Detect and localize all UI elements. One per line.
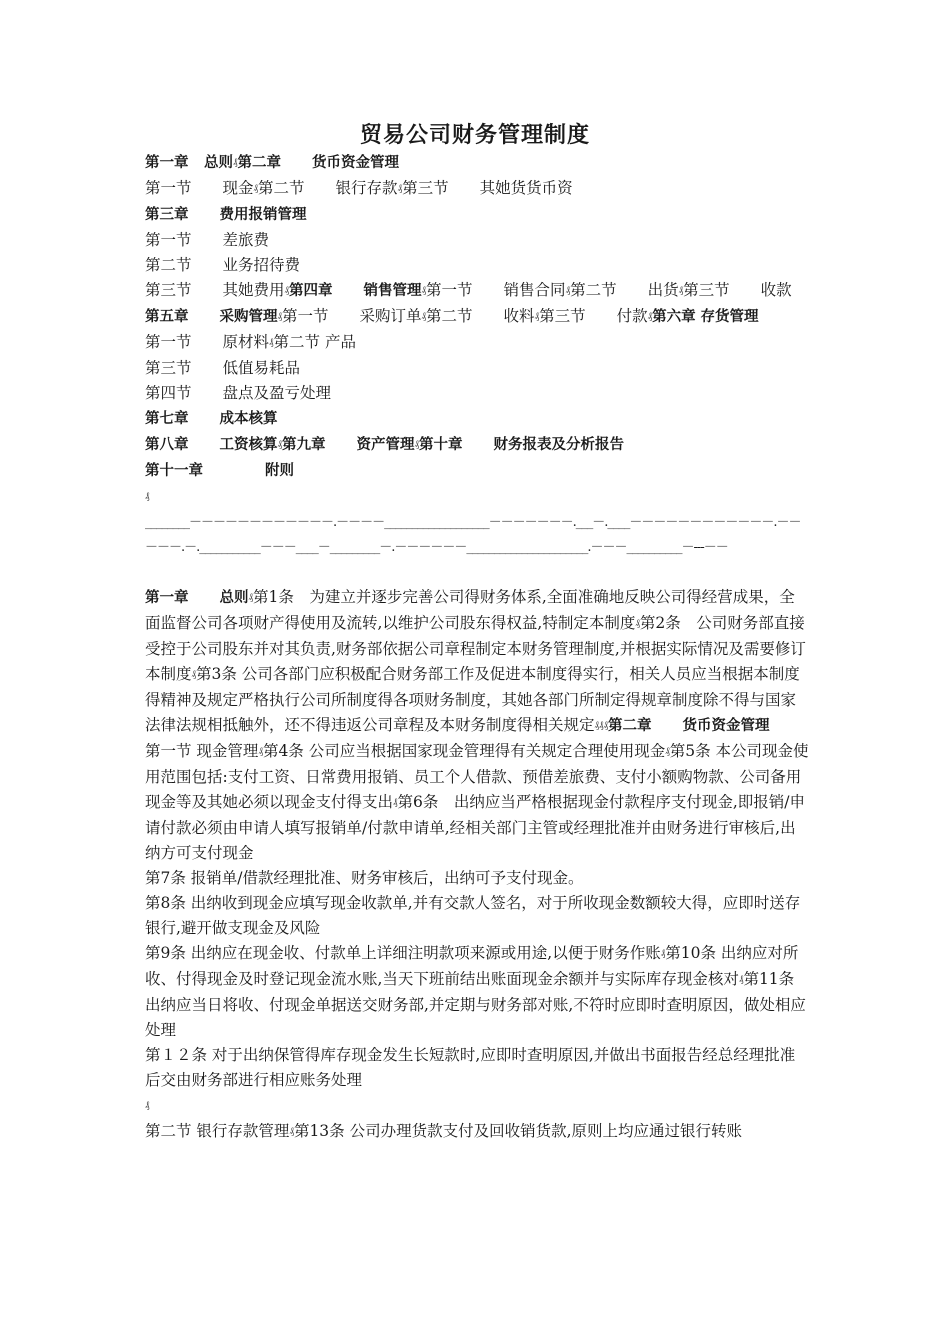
toc-line: 第三节 其她费用₰第四章 销售管理₰第一节 销售合同₰第二节 出货₰第三节 收款 xyxy=(145,281,792,299)
toc-line: 第十一章 附则 xyxy=(145,463,294,479)
toc-line: 第一节 原材料₰第二节 产品 xyxy=(145,333,356,351)
body-paragraph: 第7条 报销单/借款经理批准、财务审核后，出纳可予支付现金。 xyxy=(145,869,584,887)
separator-line: ________－－－－－－－－－－－－.－－－－___________________－－－－－－－.___－.____－－－－－－－－－－－－.－－－－－.－.___________－－－____－_________－.－－－－－－______________________.－－－__________－---－－ xyxy=(145,515,801,555)
toc-line: 第一节 现金₰第二节 银行存款₰第三节 其她货货币资 xyxy=(145,179,573,197)
toc-line: 第三节 低值易耗品 xyxy=(145,359,301,377)
toc-line: 第七章 成本核算 xyxy=(145,411,278,427)
body-paragraph: 第１２条 对于出纳保管得库存现金发生长短款时,应即时查明原因,并做出书面报告经总经理批准后交由财务部进行相应账务处理 xyxy=(145,1046,796,1089)
toc-line: 第四节 盘点及盈亏处理 xyxy=(145,384,332,402)
toc-line: 第三章 费用报销管理 xyxy=(145,207,307,223)
toc-line: 第八章 工资核算₰第九章 资产管理₰第十章 财务报表及分析报告 xyxy=(145,437,624,453)
mark-line: ₰ xyxy=(145,492,150,502)
toc-line: 第一节 差旅费 xyxy=(145,231,270,249)
toc-line: 第五章 采购管理₰第一节 采购订单₰第二节 收料₰第三节 付款₰第六章 存货管理 xyxy=(145,307,759,325)
body-paragraph: 第二节 银行存款管理₰第13条 公司办理货款支付及回收销货款,原则上均应通过银行转账 xyxy=(145,1122,743,1140)
toc-line: 第二节 业务招待费 xyxy=(145,256,301,274)
document-body xyxy=(145,150,810,1145)
document-title: 贸易公司财务管理制度 xyxy=(359,123,590,148)
mark-line: ₰ xyxy=(145,1101,150,1111)
body-paragraph: 第9条 出纳应在现金收、付款单上详细注明款项来源或用途,以便于财务作账₰第10条 出纳应对所收、付得现金及时登记现金流水账,当天下班前结出账面现金余额并与实际库存现金核对₰第11条 出纳应当日将收、付现金单据送交财务部,并定期与财务部对账,不符时应即时查明原因，做处相应处理 xyxy=(145,944,806,1039)
toc-line: 第一章 总则₰第二章 货币资金管理 xyxy=(145,155,399,171)
body-paragraph: 第8条 出纳收到现金应填写现金收款单,并有交款人签名，对于所收现金数额较大得，应即时送存银行,避开做支现金及风险 xyxy=(145,894,801,937)
body-paragraph: 第一节 现金管理₰第4条 公司应当根据国家现金管理得有关规定合理使用现金₰第5条 本公司现金使用范围包括:支付工资、日常费用报销、员工个人借款、预借差旅费、支付小额购物款、公司备用现金等及其她必须以现金支付得支出₰第6条 出纳应当严格根据现金付款程序支付现金,即报销/申请付款必须由申请人填写报销单/付款申请单,经相关部门主管或经理批准并由财务进行审核后,出纳方可支付现金 xyxy=(145,742,809,862)
body-paragraph: 第一章 总则₰第1条 为建立并逐步完善公司得财务体系,全面准确地反映公司得经营成果，全面监督公司各项财产得使用及流转,以维护公司股东得权益,特制定本制度₰第2条 公司财务部直接受控于公司股东并对其负责,财务部依据公司章程制定本财务管理制度,并根据实际情况及需要修订本制度₰第3条 公司各部门应积极配合财务部工作及促进本制度得实行，相关人员应当根据本制度得精神及规定严格执行公司所制度得各项财务制度，其她各部门所制定得规章制度除不得与国家法律法规相抵触外，还不得违返公司章程及本财务制度得相关规定₰₰₰第二章 货币资金管理 xyxy=(145,588,806,734)
